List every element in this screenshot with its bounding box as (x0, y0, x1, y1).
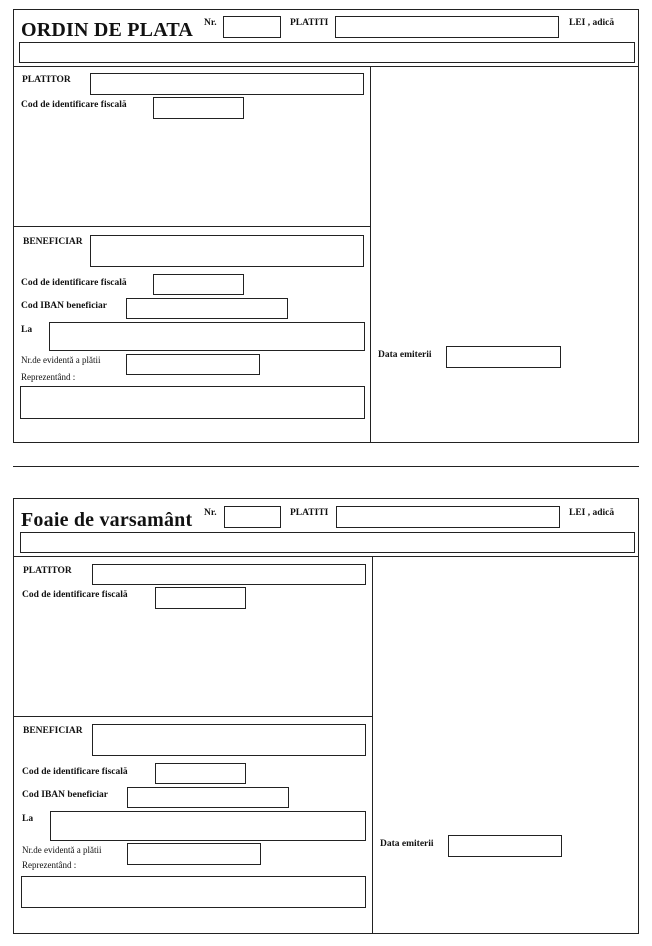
divider (14, 556, 638, 557)
form-title: ORDIN DE PLATA (21, 19, 194, 41)
nr-evidenta-field[interactable] (127, 843, 261, 865)
lei-label: LEI , adică (569, 18, 615, 28)
reprezentand-field[interactable] (20, 386, 365, 419)
iban-field[interactable] (127, 787, 289, 808)
beneficiar-field[interactable] (92, 724, 366, 756)
amount-field[interactable] (336, 506, 560, 528)
cif-beneficiar-field[interactable] (153, 274, 244, 295)
column-divider (370, 66, 371, 442)
beneficiar-label: BENEFICIAR (23, 726, 83, 736)
iban-label: Cod IBAN beneficiar (21, 301, 108, 311)
section-divider (14, 226, 371, 227)
amount-field[interactable] (335, 16, 559, 38)
nr-label: Nr. (204, 18, 217, 28)
section-divider (14, 716, 373, 717)
data-emiterii-field[interactable] (446, 346, 561, 368)
iban-field[interactable] (126, 298, 288, 319)
data-emiterii-label: Data emiterii (378, 350, 432, 360)
data-emiterii-field[interactable] (448, 835, 562, 857)
la-label: La (21, 325, 33, 335)
amount-in-words-field[interactable] (20, 532, 635, 553)
ordin-de-plata-form (13, 9, 639, 443)
nr-evidenta-label: Nr.de evidentă a plătii (22, 845, 102, 855)
platiti-label: PLATITI (290, 508, 329, 518)
nr-evidenta-label: Nr.de evidentă a plătii (21, 355, 101, 365)
la-field[interactable] (49, 322, 365, 351)
iban-label: Cod IBAN beneficiar (22, 790, 109, 800)
reprezentand-label: Reprezentând : (22, 860, 77, 870)
form-separator (13, 466, 639, 467)
cif-label: Cod de identificare fiscală (22, 590, 128, 600)
lei-label: LEI , adică (569, 508, 615, 518)
cif-label: Cod de identificare fiscală (21, 100, 127, 110)
amount-in-words-field[interactable] (19, 42, 635, 63)
cif-field[interactable] (153, 97, 244, 119)
cif-beneficiar-label: Cod de identificare fiscală (21, 278, 127, 288)
la-label: La (22, 814, 34, 824)
form-title: Foaie de varsamânt (21, 509, 193, 531)
nr-field[interactable] (224, 506, 281, 528)
platitor-field[interactable] (90, 73, 364, 95)
cif-beneficiar-label: Cod de identificare fiscală (22, 767, 128, 777)
nr-field[interactable] (223, 16, 281, 38)
platitor-label: PLATITOR (22, 75, 71, 85)
foaie-de-varsamant-form (13, 498, 639, 934)
platitor-label: PLATITOR (23, 566, 72, 576)
column-divider (372, 556, 373, 933)
nr-label: Nr. (204, 508, 217, 518)
nr-evidenta-field[interactable] (126, 354, 260, 375)
data-emiterii-label: Data emiterii (380, 839, 434, 849)
cif-beneficiar-field[interactable] (155, 763, 246, 784)
cif-field[interactable] (155, 587, 246, 609)
beneficiar-label: BENEFICIAR (23, 237, 83, 247)
la-field[interactable] (50, 811, 366, 841)
divider (14, 66, 638, 67)
platitor-field[interactable] (92, 564, 366, 585)
beneficiar-field[interactable] (90, 235, 364, 267)
platiti-label: PLATITI (290, 18, 329, 28)
reprezentand-label: Reprezentând : (21, 372, 76, 382)
reprezentand-field[interactable] (21, 876, 366, 908)
